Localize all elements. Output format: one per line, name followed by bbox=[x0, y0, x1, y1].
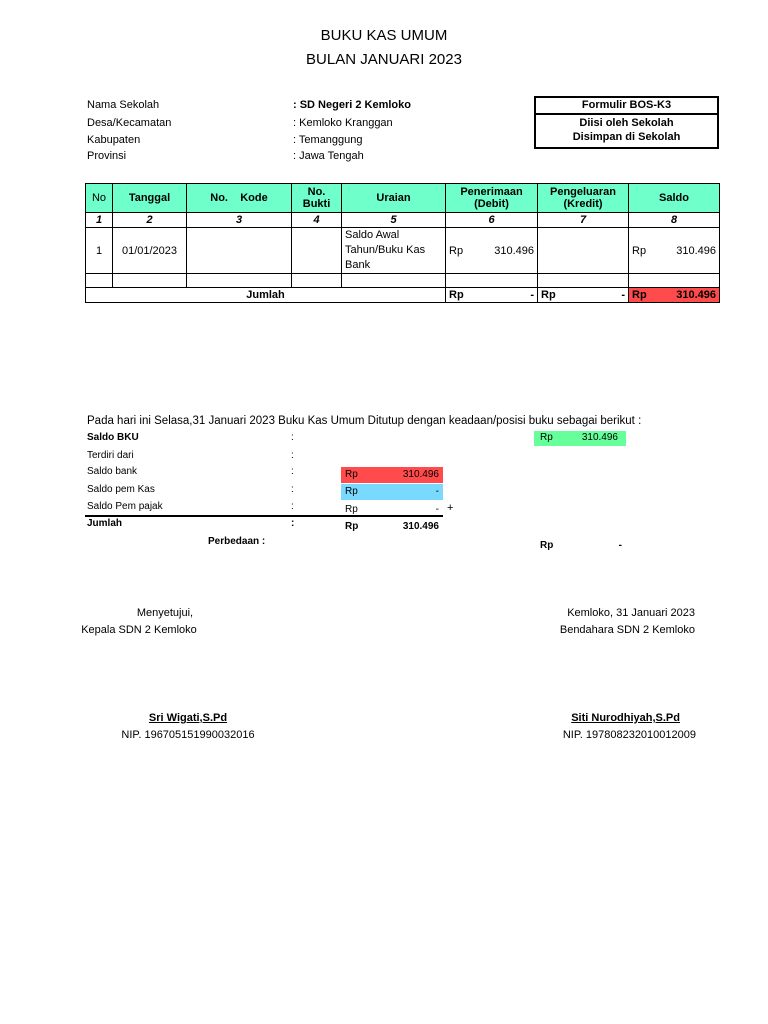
saldo-bku-label: Saldo BKU bbox=[87, 432, 139, 443]
row-tanggal: 01/01/2023 bbox=[113, 228, 187, 274]
currency-label: Rp bbox=[345, 486, 358, 497]
info-label-school: Nama Sekolah bbox=[87, 99, 160, 111]
header-no-bukti: No. Bukti bbox=[292, 184, 342, 213]
saldo-pajak-box bbox=[341, 502, 443, 516]
jumlah-closing-label: Jumlah bbox=[87, 518, 123, 529]
ledger-table bbox=[85, 183, 720, 303]
column-number: 1 bbox=[86, 213, 113, 228]
sign-right-nip: NIP. 197808232010012009 bbox=[562, 729, 696, 741]
currency-label: Rp bbox=[345, 521, 359, 532]
row-pengeluaran bbox=[538, 228, 629, 274]
currency-label: Rp bbox=[345, 504, 358, 515]
table-header-row bbox=[86, 184, 720, 213]
form-box bbox=[534, 96, 719, 149]
info-value-province: : Jawa Tengah bbox=[293, 150, 364, 162]
header-penerimaan: Penerimaan (Debit) bbox=[446, 184, 538, 213]
row-saldo-value: 310.496 bbox=[676, 244, 716, 257]
jumlah-penerimaan-value: - bbox=[530, 289, 534, 301]
saldo-kas-value: - bbox=[435, 486, 439, 497]
document-title: BUKU KAS UMUM bbox=[320, 27, 448, 44]
row-no-bukti bbox=[292, 228, 342, 274]
colon: : bbox=[291, 518, 295, 529]
row-penerimaan bbox=[446, 228, 538, 274]
perbedaan-value: - bbox=[618, 540, 622, 551]
table-row-empty bbox=[86, 274, 720, 288]
form-box-line1: Diisi oleh Sekolah bbox=[579, 117, 674, 129]
colon: : bbox=[291, 432, 294, 443]
sign-left-approval: Menyetujui, bbox=[136, 607, 194, 619]
document-subtitle: BULAN JANUARI 2023 bbox=[306, 51, 462, 68]
plus-sign: + bbox=[447, 502, 454, 514]
saldo-kas-box bbox=[341, 484, 443, 500]
sign-right-name: Siti Nurodhiyah,S.Pd bbox=[571, 712, 680, 724]
column-number: 2 bbox=[113, 213, 187, 228]
jumlah-pengeluaran-value: - bbox=[621, 289, 625, 301]
sum-divider bbox=[85, 515, 443, 517]
saldo-bku-box bbox=[534, 431, 626, 446]
table-row bbox=[86, 228, 720, 274]
info-value-village: : Kemloko Kranggan bbox=[293, 117, 393, 129]
row-no: 1 bbox=[86, 228, 113, 274]
column-number: 6 bbox=[446, 213, 538, 228]
currency-label: Rp bbox=[345, 469, 358, 480]
info-label-village: Desa/Kecamatan bbox=[87, 117, 172, 129]
jumlah-saldo-value: 310.496 bbox=[676, 289, 716, 301]
sign-left-nip: NIP. 196705151990032016 bbox=[121, 729, 255, 741]
info-label-province: Provinsi bbox=[87, 150, 127, 162]
header-tanggal: Tanggal bbox=[113, 184, 187, 213]
sign-right-place-date: Kemloko, 31 Januari 2023 bbox=[567, 607, 695, 619]
jumlah-closing-box bbox=[341, 521, 443, 532]
sign-left-position: Kepala SDN 2 Kemloko bbox=[81, 624, 197, 636]
currency-label: Rp bbox=[632, 289, 647, 301]
info-value-school: : SD Negeri 2 Kemloko bbox=[293, 99, 411, 111]
info-label-regency: Kabupaten bbox=[87, 134, 141, 146]
saldo-pajak-value: - bbox=[435, 504, 439, 515]
saldo-bank-value: 310.496 bbox=[402, 469, 439, 480]
currency-label: Rp bbox=[632, 244, 647, 257]
sign-right-position: Bendahara SDN 2 Kemloko bbox=[559, 624, 695, 636]
jumlah-penerimaan bbox=[446, 288, 538, 303]
saldo-bku-value: 310.496 bbox=[581, 432, 618, 443]
header-uraian: Uraian bbox=[342, 184, 446, 213]
saldo-kas-label: Saldo pem Kas bbox=[87, 484, 155, 495]
currency-label: Rp bbox=[449, 244, 464, 257]
jumlah-pengeluaran bbox=[538, 288, 629, 303]
currency-label: Rp bbox=[540, 540, 554, 551]
jumlah-closing-value: 310.496 bbox=[402, 521, 439, 532]
colon: : bbox=[291, 501, 294, 512]
saldo-bank-label: Saldo bank bbox=[87, 466, 138, 477]
header-saldo: Saldo bbox=[629, 184, 720, 213]
terdiri-label: Terdiri dari bbox=[87, 450, 134, 461]
jumlah-row bbox=[86, 288, 720, 303]
perbedaan-box bbox=[540, 540, 622, 551]
sign-left-name: Sri Wigati,S.Pd bbox=[148, 712, 228, 724]
row-penerimaan-value: 310.496 bbox=[494, 244, 534, 257]
info-value-regency: : Temanggung bbox=[293, 134, 363, 146]
colon: : bbox=[291, 450, 294, 461]
jumlah-saldo bbox=[629, 288, 720, 303]
row-uraian: Saldo Awal Tahun/Buku Kas Bank bbox=[342, 228, 446, 274]
colon: : bbox=[291, 484, 294, 495]
currency-label: Rp bbox=[541, 289, 556, 301]
row-saldo bbox=[629, 228, 720, 274]
column-number: 3 bbox=[187, 213, 292, 228]
closing-statement: Pada hari ini Selasa,31 Januari 2023 Buku Kas Umum Ditutup dengan keadaan/posisi buku sebagai berikut : bbox=[87, 415, 642, 427]
column-number-row bbox=[86, 213, 720, 228]
header-no-kode: No. Kode bbox=[187, 184, 292, 213]
currency-label: Rp bbox=[449, 289, 464, 301]
header-no: No bbox=[86, 184, 113, 213]
column-number: 4 bbox=[292, 213, 342, 228]
column-number: 8 bbox=[629, 213, 720, 228]
colon: : bbox=[291, 466, 294, 477]
saldo-bank-box bbox=[341, 467, 443, 483]
saldo-pajak-label: Saldo Pem pajak bbox=[87, 501, 163, 512]
column-number: 5 bbox=[342, 213, 446, 228]
header-pengeluaran: Pengeluaran (Kredit) bbox=[538, 184, 629, 213]
form-box-title: Formulir BOS-K3 bbox=[536, 98, 717, 115]
form-box-line2: Disimpan di Sekolah bbox=[572, 131, 681, 143]
row-no-kode bbox=[187, 228, 292, 274]
perbedaan-label: Perbedaan : bbox=[208, 536, 266, 547]
jumlah-label: Jumlah bbox=[86, 288, 446, 303]
column-number: 7 bbox=[538, 213, 629, 228]
currency-label: Rp bbox=[540, 432, 553, 443]
